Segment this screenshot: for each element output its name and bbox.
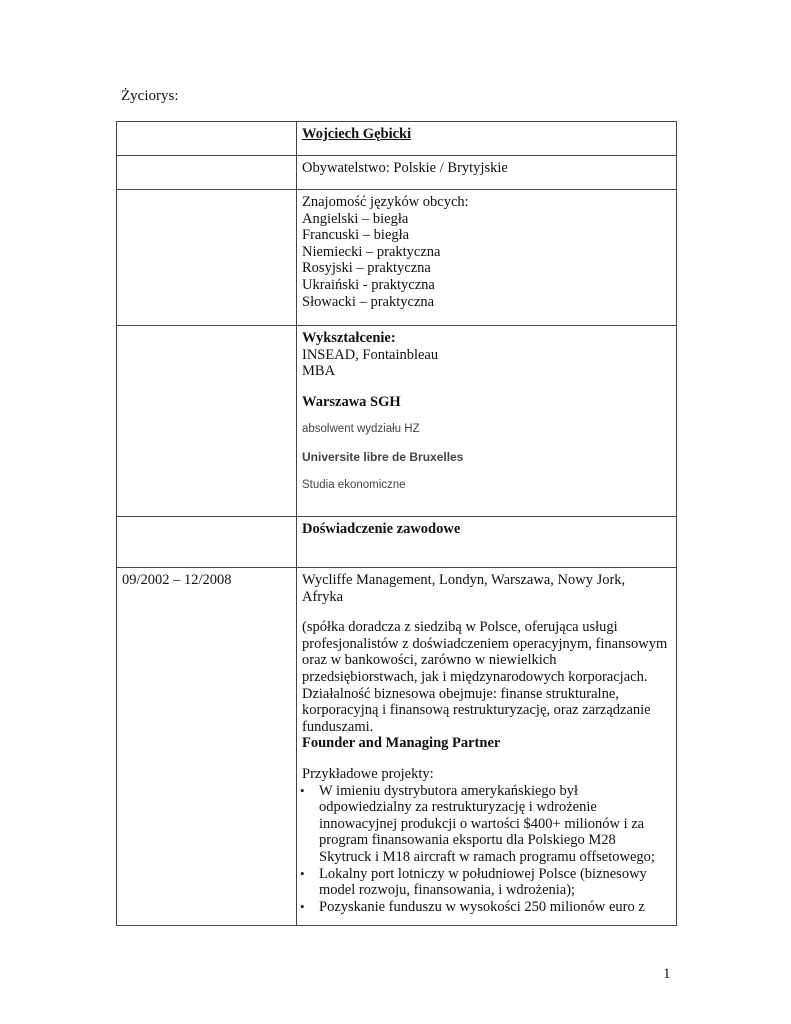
job-desc-line: przedsiębiorstwach, jak i międzynarodowych korporacjach. [302, 668, 648, 685]
language-item: Angielski – biegła [302, 210, 409, 227]
language-item: Rosyjski – praktyczna [302, 260, 431, 277]
table-row [117, 517, 677, 568]
job-dates: 09/2002 – 12/2008 [122, 572, 232, 588]
job-company: Wycliffe Management, Londyn, Warszawa, Nowy Jork, [302, 572, 626, 588]
language-item: Francuski – biegła [302, 227, 410, 244]
list-item: • W imieniu dystrybutora amerykańskiego był odpowiedzialny za restrukturyzację i wdrożenie innowacyjnej produkcji o wartości $400+ milionów i za program finansowania eksportu dla Polskiego M28 Skytruck i M18 aircraft w ramach programu offsetowego; [300, 782, 655, 865]
job-company-cont: Afryka [302, 588, 344, 605]
language-item: Niemiecki – praktyczna [302, 243, 441, 260]
education-label: Wykształcenie: [302, 330, 396, 346]
list-item: • Pozyskanie funduszu w wysokości 250 milionów euro z [300, 898, 645, 915]
bullet-icon: • [300, 782, 305, 798]
table-row [117, 568, 677, 926]
table-row [117, 122, 677, 156]
bullet-icon: • [300, 865, 305, 881]
citizenship: Obywatelstwo: Polskie / Brytyjskie [302, 160, 508, 176]
education-ulb-note: Studia ekonomiczne [302, 478, 406, 491]
job-role: Founder and Managing Partner [302, 735, 501, 752]
job-desc-line: oraz w bankowości, zarówno w niewielkich [302, 652, 557, 669]
job-desc-line: funduszami. [302, 718, 374, 735]
page-heading: Życiorys: [121, 88, 179, 104]
education-mba: MBA [302, 363, 336, 380]
job-desc-line: korporacyjną i finansową restrukturyzację, oraz zarządzanie [302, 702, 651, 719]
list-item: • Lokalny port lotniczy w południowej Polsce (biznesowy model rozwoju, finansowania, i wdrożenia); [300, 865, 647, 899]
projects-label: Przykładowe projekty: [302, 765, 434, 782]
table-row [117, 156, 677, 190]
job-desc-line: profesjonalistów z doświadczeniem operacyjnym, finansowym [302, 635, 668, 652]
table-row [117, 190, 677, 326]
job-desc-line: Działalność biznesowa obejmuje: finanse strukturalne, [302, 685, 619, 702]
page-number: 1 [663, 966, 671, 982]
language-item: Ukraiński - praktyczna [302, 276, 435, 293]
experience-label: Doświadczenie zawodowe [302, 521, 461, 537]
cv-table [116, 121, 677, 926]
education-ulb: Universite libre de Bruxelles [302, 449, 464, 464]
table-row [117, 326, 677, 517]
education-insead: INSEAD, Fontainbleau [302, 346, 439, 363]
education-sgh-note: absolwent wydziału HZ [302, 423, 420, 436]
job-desc-line: (spółka doradcza z siedzibą w Polsce, oferująca usługi [302, 619, 618, 636]
projects-list [302, 783, 671, 916]
languages-label: Znajomość języków obcych: [302, 194, 469, 210]
person-name: Wojciech Gębicki [302, 126, 412, 142]
bullet-icon: • [300, 898, 305, 914]
education-sgh: Warszawa SGH [302, 393, 401, 410]
language-item: Słowacki – praktyczna [302, 293, 435, 310]
